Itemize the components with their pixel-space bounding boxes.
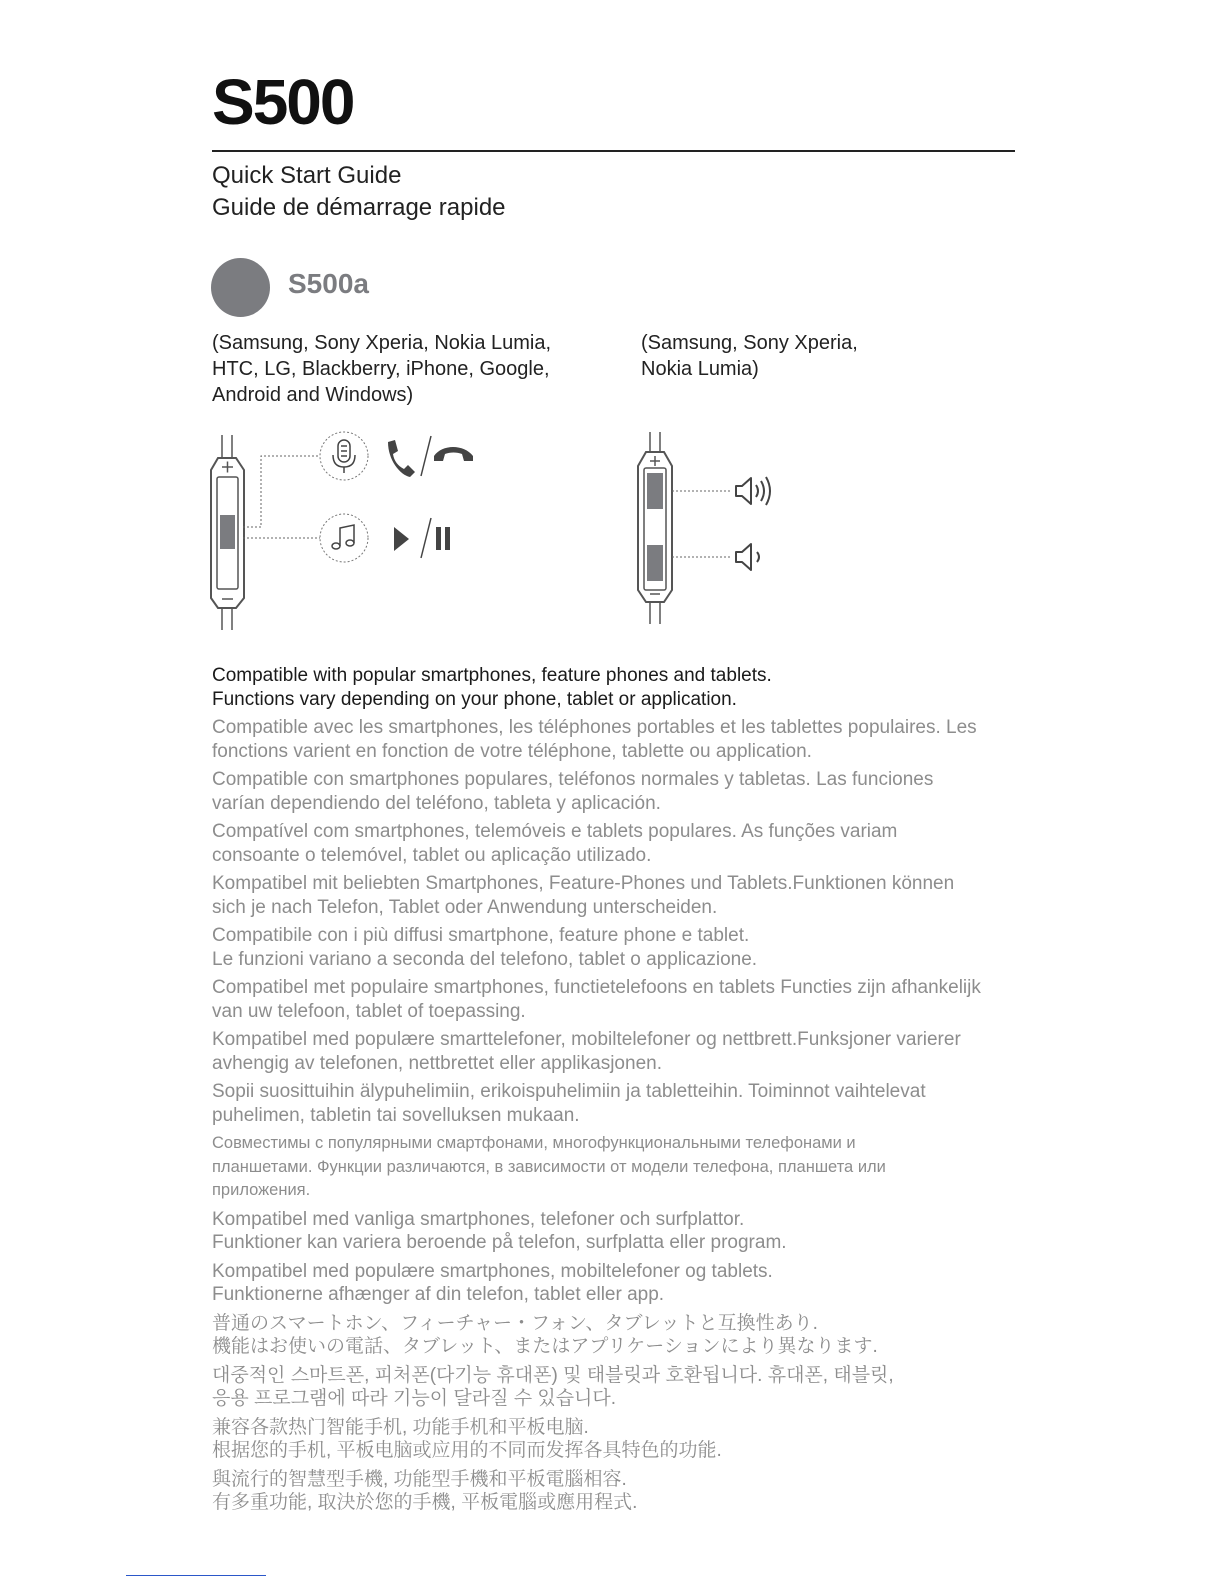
compatibility-statements: [212, 664, 1022, 1520]
footer-underline: [126, 1575, 266, 1576]
paragraph-dutch: Compatibel met populaire smartphones, functietelefoons en tablets Functies zijn afhankelijk van uw telefoon, tablet of toepassing.: [212, 977, 981, 1022]
compatibility-right-line: Nokia Lumia): [641, 358, 759, 380]
compatibility-right-line: (Samsung, Sony Xperia,: [641, 332, 858, 354]
paragraph-norwegian: Kompatibel med populære smarttelefoner, mobiltelefoner og nettbrett.Funksjoner varierer avhengig av telefonen, nettbrettet eller applikasjonen.: [212, 1029, 961, 1074]
compatibility-left-line: Android and Windows): [212, 384, 414, 406]
paragraph-swedish: Kompatibel med vanliga smartphones, telefoner och surfplattor. Funktioner kan variera beroende på telefon, surfplatta eller program.: [212, 1208, 787, 1253]
paragraph-danish: Kompatibel med populære smartphones, mobiltelefoner og tablets. Funktionerne afhænger af din telefon, tablet eller app.: [212, 1260, 773, 1305]
paragraph-spanish: Compatible con smartphones populares, teléfonos normales y tabletas. Las funciones varían dependiendo del teléfono, tableta y aplicación.: [212, 769, 934, 814]
compatibility-left-line: HTC, LG, Blackberry, iPhone, Google,: [212, 358, 550, 380]
multifunction-button: [220, 515, 235, 549]
volume-up-icon: [736, 477, 770, 505]
paragraph-german: Kompatibel mit beliebten Smartphones, Feature-Phones und Tablets.Funktionen können sich je nach Telefon, Tablet oder Anwendung unterscheiden.: [212, 873, 955, 918]
slash-divider: [421, 518, 431, 558]
volume-down-icon: [736, 544, 759, 570]
phone-hangup-icon: [434, 447, 473, 461]
compatibility-right: [641, 330, 941, 382]
compatibility-left-line: (Samsung, Sony Xperia, Nokia Lumia,: [212, 332, 552, 354]
paragraph-korean: 대중적인 스마트폰, 피처폰(다기능 휴대폰) 및 태블릿과 호환됩니다. 휴대폰, 태블릿, 응용 프로그램에 따라 기능이 달라질 수 있습니다.: [212, 1364, 894, 1409]
compatibility-left: [212, 330, 612, 408]
paragraph-english: Compatible with popular smartphones, feature phones and tablets. Functions vary depending on your phone, tablet or application.: [212, 665, 772, 710]
paragraph-russian: Совместимы с популярными смартфонами, многофункциональными телефонами и планшетами. Функции различаются, в зависимости от модели телефона, планшета или приложения.: [212, 1134, 886, 1199]
play-icon: [394, 527, 409, 551]
remote-diagram-volume: [630, 430, 800, 630]
leader-lines: [243, 456, 320, 538]
volume-down-button: [647, 545, 663, 581]
subtitle-english: Quick Start Guide: [212, 162, 402, 189]
page-title: S500: [212, 66, 354, 138]
pause-icon: [436, 527, 450, 550]
remote-diagram-single-button: [205, 430, 495, 635]
music-circle: [320, 514, 368, 562]
leader-lines: [672, 491, 732, 557]
paragraph-chinese-simplified: 兼容各款热门智能手机, 功能手机和平板电脑. 根据您的手机, 平板电脑或应用的不同而发挥各具特色的功能.: [212, 1416, 722, 1461]
paragraph-japanese: 普通のスマートホン、フィーチャー・フォン、タブレットと互換性あり. 機能はお使いの電話、タブレット、またはアプリケーションにより異なります.: [212, 1312, 878, 1357]
model-dot-icon: [211, 258, 270, 317]
paragraph-french: Compatible avec les smartphones, les téléphones portables et les tablettes populaires. Les fonctions varient en fonction de votre téléphone, tablette ou application.: [212, 717, 977, 762]
paragraph-portuguese: Compatível com smartphones, telemóveis e tablets populares. As funções variam consoante o telemóvel, tablet ou aplicação utilizado.: [212, 821, 898, 866]
paragraph-chinese-traditional: 與流行的智慧型手機, 功能型手機和平板電腦相容. 有多重功能, 取決於您的手機, 平板電腦或應用程式.: [212, 1468, 638, 1513]
paragraph-finnish: Sopii suosittuihin älypuhelimiin, erikoispuhelimiin ja tabletteihin. Toiminnot vaihtelevat puhelimen, tabletin tai sovelluksen mukaan.: [212, 1081, 926, 1126]
title-divider: [212, 150, 1015, 152]
model-name: S500a: [288, 268, 369, 299]
volume-up-button: [647, 473, 663, 509]
paragraph-italian: Compatibile con i più diffusi smartphone, feature phone e tablet. Le funzioni variano a seconda del telefono, tablet o applicazione.: [212, 925, 758, 970]
subtitle-french: Guide de démarrage rapide: [212, 194, 506, 221]
phone-answer-icon: [388, 440, 415, 477]
slash-divider: [421, 436, 431, 476]
